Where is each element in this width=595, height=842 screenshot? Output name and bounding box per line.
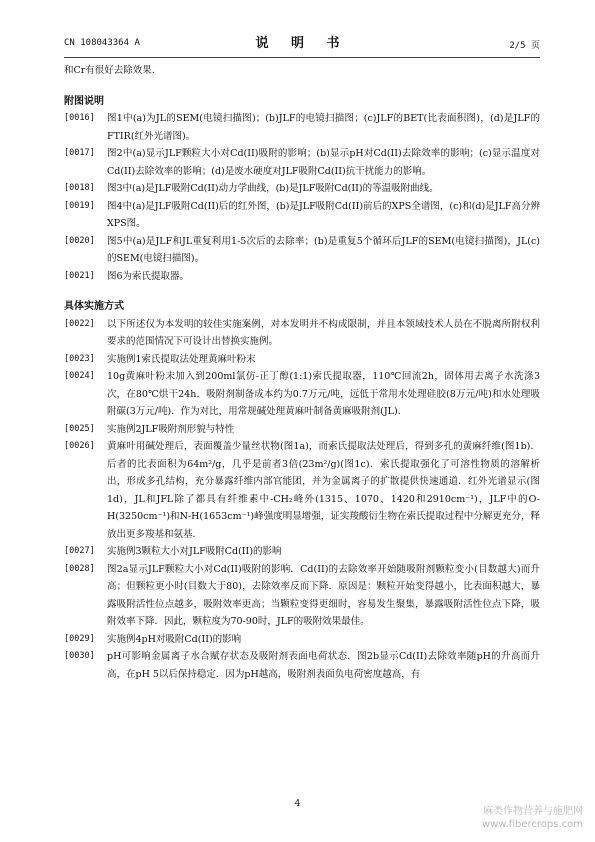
- paragraph: [64, 145, 540, 180]
- paragraph-text: 图5中(a)是JLF和JL重复利用1-5次后的去除率；(b)是重复5个循环后JLF的SEM(电镜扫描图)，JL(c)的SEM(电镜扫描图)。: [107, 235, 540, 264]
- paragraph: [64, 648, 540, 683]
- paragraph: [64, 268, 540, 286]
- publication-number: CN 108043364 A: [64, 38, 140, 48]
- watermark-url: www.fibercrops.com: [481, 819, 583, 830]
- paragraph-number: [0023]: [64, 353, 95, 364]
- paragraph-number: [0017]: [64, 148, 95, 158]
- header-divider: [64, 57, 540, 58]
- paragraph-text: 实施例2JLF吸附剂形貌与特性: [107, 423, 235, 435]
- paragraph-text: 以下所述仅为本发明的较佳实施案例，对本发明并不构成限制，并且本领域技术人员在不脱离所附权利要求的范围情况下可设计出替换实施例。: [107, 318, 540, 347]
- page-number: 4: [294, 799, 301, 809]
- paragraph-number: [0019]: [64, 200, 95, 211]
- paragraph-text: 图2a显示JLF颗粒大小对Cd(II)吸附的影响．Cd(II)的去除效率开始随吸附剂颗粒变小(目数越大)而升高；但颗粒更小时(目数大于80)，去除效率反而下降．原因是：颗粒开始变得越小，比表面积越大，暴露吸附活性位点越多，吸附效率更高；当颗粒变得更细时，容易发生聚集，暴露吸附活性位点下降，吸附效率下降．因此，颗粒度为70-90时，JLF的吸附效果最佳。: [107, 563, 540, 627]
- paragraph-number: [0020]: [64, 235, 95, 246]
- paragraph-text: 实施例1索氏提取法处理黄麻叶粉末: [107, 353, 256, 365]
- paragraph-number: [0026]: [64, 441, 95, 451]
- paragraph-number: [0028]: [64, 563, 95, 574]
- intro-line: 和Cr有很好去除效果.: [64, 65, 155, 76]
- paragraph-number: [0024]: [64, 371, 95, 381]
- paragraph-text: 图2中(a)显示JLF颗粒大小对Cd(II)吸附的影响；(b)显示pH对Cd(II)去除效率的影响；(c)显示温度对Cd(II)去除效率的影响；(d)是废水硬度对JLF吸附Cd(II)抗干扰能力的影响。: [107, 148, 540, 177]
- paragraph-text: 10g黄麻叶粉末加入到200ml氯仿-正丁醇(1:1)索氏提取器，110℃回流2h，固体用去离子水洗涤3次，在80℃烘干24h．吸附剂制备成本约为0.7万元/吨，远低于常用水处理硅胶(8万元/吨)和水处理吸附碳(3万元/吨)．作为对比，用常规碱处理黄麻叶制备黄麻吸附剂(JL)．: [107, 371, 540, 417]
- paragraph-text: 黄麻叶用碱处理后，表面覆盖少量丝状物(图1a)，而索氏提取法处理后，得到多孔的黄麻纤维(图1b)．后者的比表面积为64m²/g，几乎是前者3倍(23m²/g)(图1c)．索氏提取强化了可溶性物质的溶解析出，形成多孔结构，充分暴露纤维内部官能团，并为金属离子的扩散提供快速通道．红外光谱显示(图1d)，JL和JFL除了都具有纤维素中-CH₂峰外(1315、1070、1420和2910cm⁻¹)，JLF中的O-H(3250cm⁻¹)和N-H(1653cm⁻¹)峰强度明显增强，证实羧酸衍生物在索氏提取过程中分解更充分，释放出更多羧基和氨基．: [107, 441, 540, 540]
- paragraph-number: [0030]: [64, 651, 95, 661]
- paragraph: [64, 180, 540, 198]
- paragraph: [64, 351, 540, 369]
- paragraph: [64, 368, 540, 421]
- paragraph-number: [0016]: [64, 113, 95, 123]
- paragraph-number: [0018]: [64, 183, 95, 193]
- paragraph-number: [0025]: [64, 423, 95, 434]
- watermark: [482, 805, 583, 831]
- paragraph: [64, 421, 540, 439]
- paragraph: [64, 438, 540, 543]
- section-title-drawings: 附图说明: [64, 95, 104, 107]
- paragraph-text: 图6为索氏提取器。: [107, 270, 190, 282]
- paragraph: [64, 631, 540, 649]
- document-body: [64, 62, 540, 683]
- document-title: 说 明 书: [255, 36, 349, 51]
- paragraph: [64, 561, 540, 631]
- paragraph-text: 实施例4pH对吸附Cd(II)的影响: [107, 633, 242, 645]
- paragraph: [64, 316, 540, 351]
- paragraph-text: 实施例3颗粒大小对JLF吸附Cd(II)的影响: [107, 546, 282, 557]
- paragraph-number: [0027]: [64, 546, 95, 556]
- paragraph-number: [0029]: [64, 633, 95, 644]
- section-title-embodiments: 具体实施方式: [64, 301, 124, 312]
- paragraph: [64, 198, 540, 233]
- watermark-title: 麻类作物营养与施肥网: [483, 806, 583, 817]
- paragraph-text: pH可影响金属离子水合赋存状态及吸附剂表面电荷状态．图2b显示Cd(II)去除效率随pH的升高而升高，在pH 5以后保持稳定．因为pH越高，吸附剂表面负电荷密度越高，有: [107, 651, 540, 680]
- paragraph-text: 图1中(a)为JL的SEM(电镜扫描图)；(b)JLF的电镜扫描图；(c)JLF的BET(比表面积图)，(d)是JLF的FTIR(红外光谱图)。: [107, 113, 540, 142]
- paragraph: [64, 543, 540, 561]
- paragraph: [64, 110, 540, 145]
- page-header: [64, 30, 540, 54]
- paragraph-number: [0022]: [64, 318, 95, 329]
- paragraph-text: 图4中(a)是JLF吸附Cd(II)后的红外图，(b)是JLF吸附Cd(II)前后的XPS全谱图，(c)和(d)是JLF高分辨XPS图。: [107, 200, 540, 229]
- paragraph: [64, 233, 540, 268]
- paragraph-number: [0021]: [64, 270, 95, 281]
- paragraph-text: 图3中(a)是JLF吸附Cd(II)动力学曲线，(b)是JLF吸附Cd(II)的等温吸附曲线。: [107, 183, 439, 194]
- page-count: 2/5 页: [509, 41, 540, 51]
